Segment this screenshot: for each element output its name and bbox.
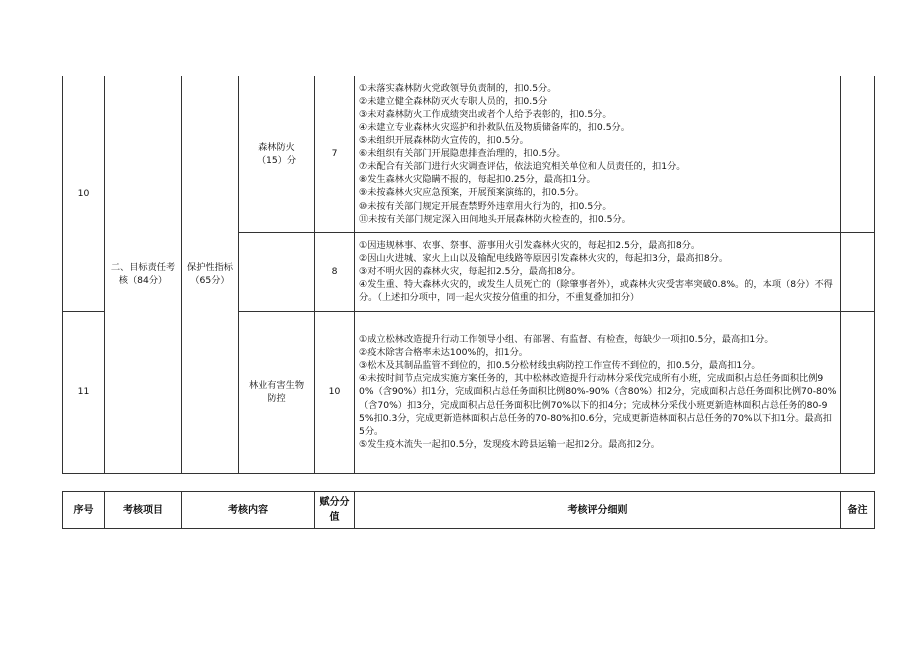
criteria-line: ④未建立专业森林火灾巡护和扑救队伍及物质储备库的，扣0.5分。 xyxy=(359,122,630,134)
criteria-line: ⑩未按有关部门规定开展查禁野外违章用火行为的，扣0.5分。 xyxy=(359,200,612,212)
project-cell: 二、目标责任考核（84分） xyxy=(105,76,182,473)
criteria-line: ③对不明火因的森林火灾，每起扣2.5分，最高扣8分。 xyxy=(359,265,581,277)
header-row xyxy=(63,492,875,529)
criteria-line: ②因山火进城、家火上山以及输配电线路等原因引发森林火灾的，每起扣3分，最高扣8分。 xyxy=(359,252,729,264)
criteria-line: ①未落实森林防火党政领导负责制的，扣0.5分。 xyxy=(359,82,557,94)
criteria-cell xyxy=(355,76,841,232)
criteria-line: ⑦未配合有关部门进行火灾调查评估，依法追究相关单位和人员责任的，扣1分。 xyxy=(359,161,686,173)
header-project: 考核项目 xyxy=(105,492,182,529)
category-cell: 保护性指标（65分） xyxy=(182,76,239,473)
remark-cell xyxy=(841,311,875,473)
criteria-line: ⑧发生森林火灾隐瞒不报的，每起扣0.25分，最高扣1分。 xyxy=(359,174,596,186)
seq-cell: 10 xyxy=(63,76,105,311)
criteria-line: ②疫木除害合格率未达100%的，扣1分。 xyxy=(359,347,528,359)
header-criteria: 考核评分细则 xyxy=(355,492,841,529)
criteria-line: ⑤未组织开展森林防火宣传的，扣0.5分。 xyxy=(359,135,529,147)
criteria-line: ④未按时间节点完成实施方案任务的，其中松林改造提升行动林分采伐完成所有小班，完成面积占总任务面积比例90%（含90%）扣1分，完成面积占总任务面积比例80%-90%（含80%）扣2分，完成面积占总任务面积比例70-80%（含70%）扣3分，完成面积占总任务面积比例70%以下的扣4分；完成林分采伐小班更新造林面积占总任务的80-95%扣0.3分，完成更新造林面积占总任务的70-80%扣0.6分，完成更新造林面积占总任务的70%以下扣1分。最高扣5分。 xyxy=(359,373,837,437)
seq-cell: 11 xyxy=(63,311,105,473)
criteria-cell xyxy=(355,311,841,473)
remark-cell xyxy=(841,232,875,311)
criteria-line: ①因违规林事、农事、祭事、游事用火引发森林火灾的，每起扣2.5分，最高扣8分。 xyxy=(359,239,701,251)
content-cell: 林业有害生物防控 xyxy=(239,311,315,473)
criteria-line: ④发生重、特大森林火灾的，或发生人员死亡的（除肇事者外），或森林火灾受害率突破0.8%。的，本项（8分）不得分。（上述扣分项中，同一起火灾按分值重的扣分，不重复叠加扣分） xyxy=(359,279,833,304)
criteria-line: ①成立松林改造提升行动工作领导小组、有部署、有监督、有检查，每缺少一项扣0.5分，最高扣1分。 xyxy=(359,334,774,346)
criteria-line: ③松木及其制品监管不到位的，扣0.5分松材线虫病防控工作宣传不到位的，扣0.5分，最高扣1分。 xyxy=(359,360,761,372)
header-content: 考核内容 xyxy=(182,492,315,529)
criteria-line: ⑥未组织有关部门开展隐患排查治理的，扣0.5分。 xyxy=(359,148,566,160)
criteria-line: ②未建立健全森林防灭火专职人员的，扣0.5分 xyxy=(359,95,548,107)
score-cell: 10 xyxy=(315,311,355,473)
content-cell xyxy=(239,232,315,311)
criteria-line: ⑤发生疫木流失一起扣0.5分，发现疫木跨县运输一起扣2分。最高扣2分。 xyxy=(359,438,660,450)
header-remark: 备注 xyxy=(841,492,875,529)
content-cell: 森林防火（15）分 xyxy=(239,76,315,232)
header-seq: 序号 xyxy=(63,492,105,529)
assessment-table xyxy=(62,76,875,474)
remark-cell xyxy=(841,76,875,232)
criteria-line: ⑪未按有关部门规定深入田间地头开展森林防火检查的，扣0.5分。 xyxy=(359,213,631,225)
criteria-line: ③未对森林防火工作成绩突出或者个人给予表彰的，扣0.5分。 xyxy=(359,108,612,120)
header-score: 赋分分值 xyxy=(315,492,355,529)
table-row xyxy=(63,76,875,232)
score-cell: 7 xyxy=(315,76,355,232)
criteria-cell xyxy=(355,232,841,311)
criteria-line: ⑨未按森林火灾应急预案，开展预案演练的，扣0.5分。 xyxy=(359,187,584,199)
table-header xyxy=(62,491,875,529)
score-cell: 8 xyxy=(315,232,355,311)
